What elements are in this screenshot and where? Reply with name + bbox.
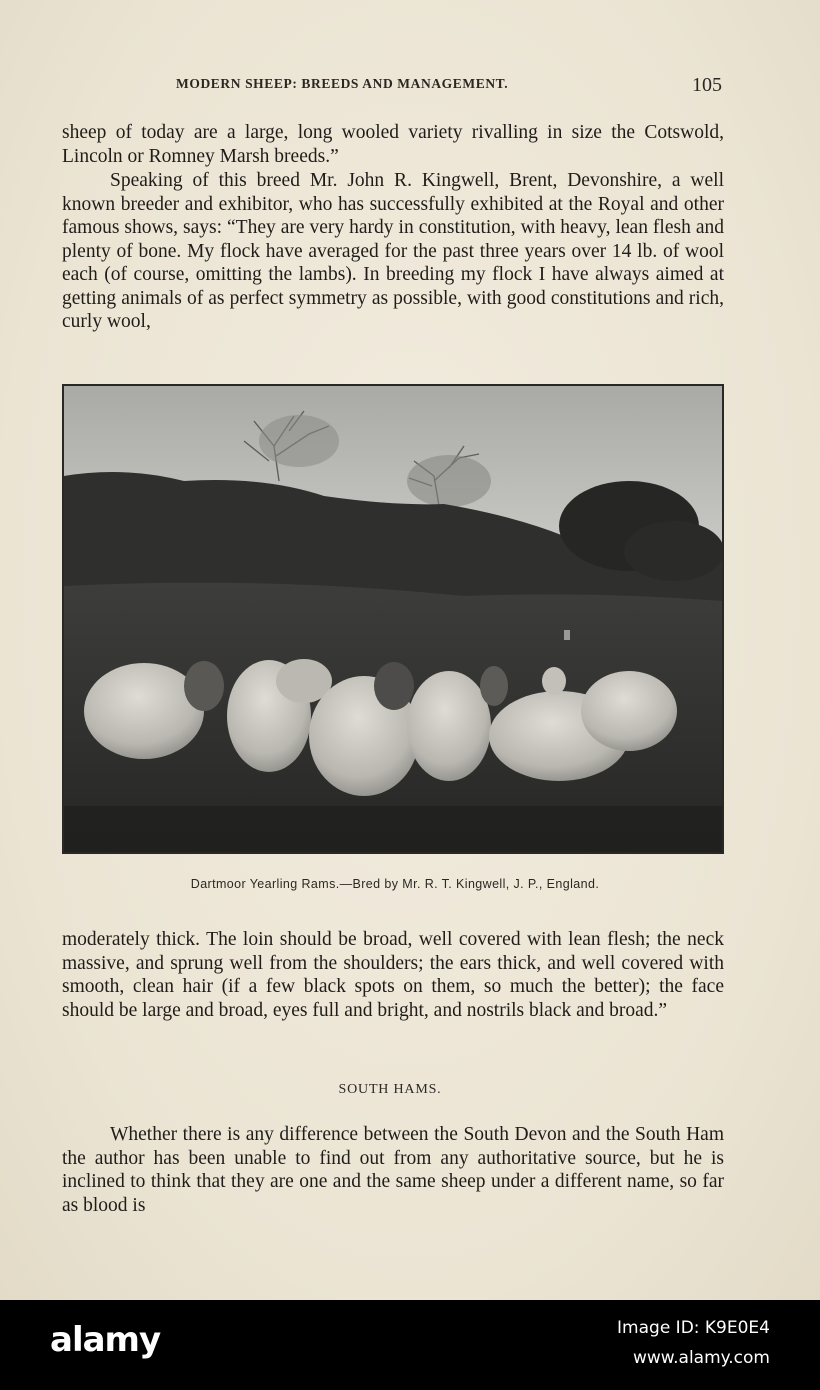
alamy-logo: alamy [50, 1320, 161, 1360]
running-head: MODERN SHEEP: BREEDS AND MANAGEMENT. [176, 76, 509, 91]
figure-caption: Dartmoor Yearling Rams.—Bred by Mr. R. T. Kingwell, J. P., England. [190, 877, 600, 891]
paragraph-3: moderately thick. The loin should be broad, well covered with lean flesh; the neck massive, and sprung well from the shoulders; the ears thick, and well covered with smooth, clean hair (if a few black spots on them, so much the better); the face should be large and broad, eyes full and bright, and nostrils black and broad.” [62, 929, 724, 1021]
page-header [0, 76, 820, 100]
page-number: 105 [692, 74, 722, 96]
paragraph-2: Speaking of this breed Mr. John R. Kingwell, Brent, Devonshire, a well known breeder and exhibitor, who has successfully exhibited at the Royal and other famous shows, says: “They are very hardy in constitution, with heavy, lean flesh and plenty of bone. My flock have averaged for the past three years over 14 lb. of wool each (of course, omitting the lambs). In breeding my flock I have always aimed at getting animals of as perfect symmetry as possible, with good constitutions and rich, curly wool, [62, 170, 724, 332]
section-heading: SOUTH HAMS. [338, 1082, 442, 1097]
paragraph-4: Whether there is any difference between the South Devon and the South Ham the author has been unable to find out from any authoritative source, but he is inclined to think that they are one and the same sheep under a different name, so far as blood is [62, 1124, 724, 1216]
footer-bar [0, 1300, 820, 1390]
sheep-photograph [62, 384, 724, 854]
image-id-label: Image ID: K9E0E4 [617, 1318, 770, 1338]
paragraph-1: sheep of today are a large, long wooled variety rivalling in size the Cotswold, Lincoln or Romney Marsh breeds.” [62, 122, 724, 167]
website-label: www.alamy.com [632, 1348, 770, 1368]
